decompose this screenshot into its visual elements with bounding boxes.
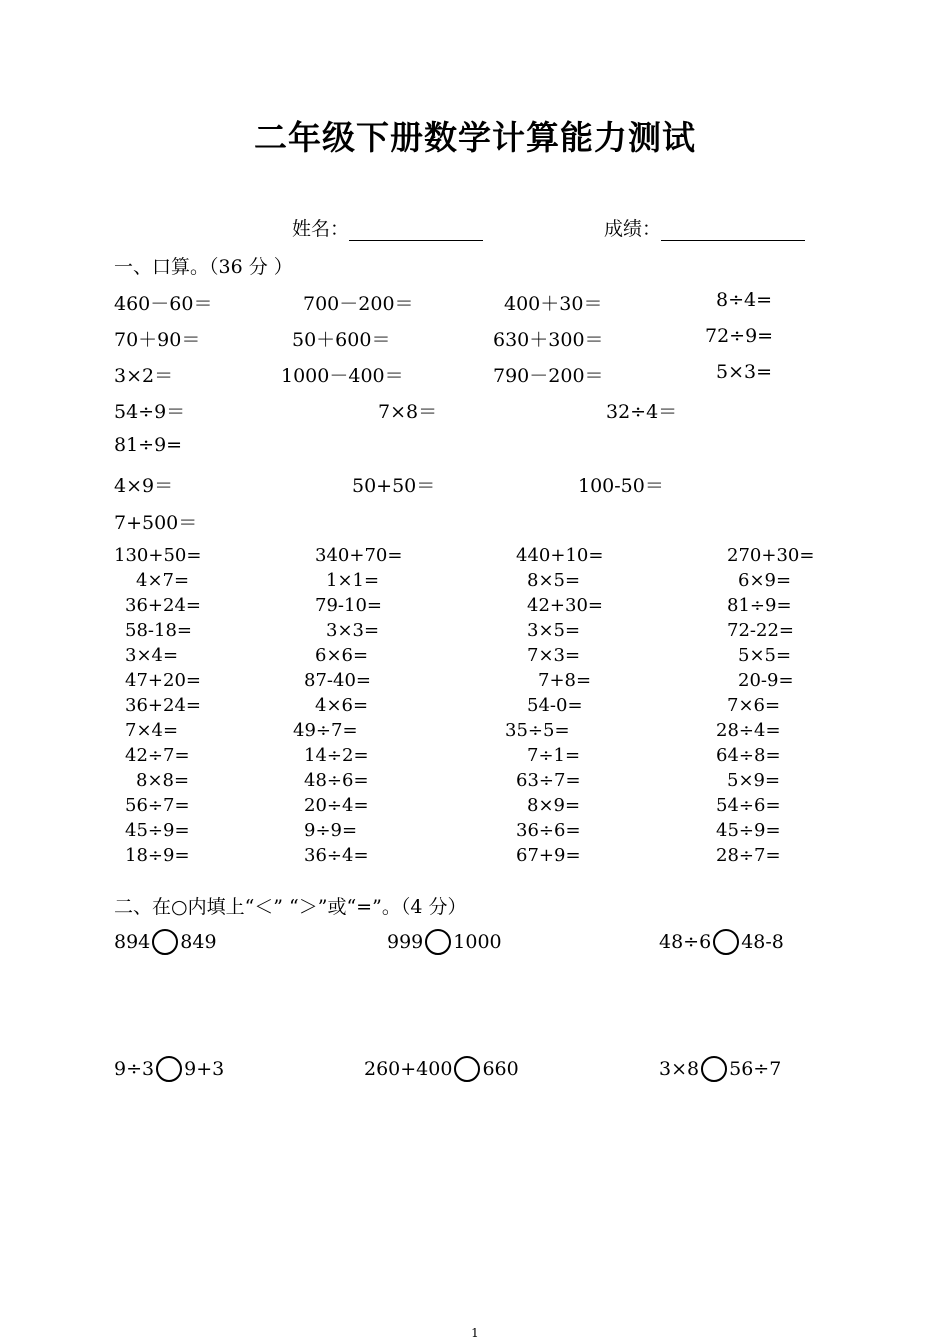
problem: 7+8= xyxy=(538,670,592,691)
problem: 20-9= xyxy=(738,670,794,691)
problem: 45÷9= xyxy=(716,820,781,841)
section1-heading: 一、口算。（36 分 ） xyxy=(114,256,293,278)
answer-circle[interactable] xyxy=(701,1056,727,1082)
problem: 79-10= xyxy=(315,595,382,616)
score-label: 成绩： xyxy=(604,218,662,240)
problem: 49÷7= xyxy=(293,720,358,741)
problem: 58-18= xyxy=(125,620,192,641)
problem: 6×6= xyxy=(315,645,369,666)
name-field[interactable] xyxy=(292,214,483,241)
answer-circle[interactable] xyxy=(454,1056,480,1082)
problem: 400＋30＝ xyxy=(504,293,603,315)
answer-circle[interactable] xyxy=(425,929,451,955)
problem: 7×4= xyxy=(125,720,179,741)
compare-item xyxy=(659,1056,781,1082)
problem: 14÷2= xyxy=(304,745,369,766)
problem: 5×5= xyxy=(738,645,792,666)
problem: 36+24= xyxy=(125,595,201,616)
compare-item xyxy=(387,929,502,955)
problem: 54÷6= xyxy=(716,795,781,816)
page-title: 二年级下册数学计算能力测试 xyxy=(254,118,696,157)
problem: 8×5= xyxy=(527,570,581,591)
problem: 87-40= xyxy=(304,670,371,691)
problem: 70＋90＝ xyxy=(114,329,201,351)
problem: 7×3= xyxy=(527,645,581,666)
compare-left: 260+400 xyxy=(364,1058,453,1080)
problem: 3×5= xyxy=(527,620,581,641)
problem: 18÷9= xyxy=(125,845,190,866)
problem: 42÷7= xyxy=(125,745,190,766)
compare-left: 9÷3 xyxy=(114,1058,155,1080)
compare-item xyxy=(659,929,784,955)
answer-circle[interactable] xyxy=(713,929,739,955)
problem: 56÷7= xyxy=(125,795,190,816)
problem: 700－200＝ xyxy=(303,293,414,315)
problem: 54-0= xyxy=(527,695,583,716)
problem: 9÷9= xyxy=(304,820,358,841)
problem: 790－200＝ xyxy=(493,365,604,387)
problem: 54÷9＝ xyxy=(114,401,186,423)
compare-item xyxy=(114,929,217,955)
answer-circle[interactable] xyxy=(152,929,178,955)
problem: 50+50＝ xyxy=(352,475,436,497)
problem: 36÷6= xyxy=(516,820,581,841)
compare-right: 48-8 xyxy=(741,931,784,953)
problem: 45÷9= xyxy=(125,820,190,841)
problem: 4×9＝ xyxy=(114,475,174,497)
problem: 440+10= xyxy=(516,545,604,566)
problem: 7÷1= xyxy=(527,745,581,766)
problem: 8×9= xyxy=(527,795,581,816)
problem: 35÷5= xyxy=(505,720,570,741)
problem: 67+9= xyxy=(516,845,581,866)
compare-right: 1000 xyxy=(453,931,502,953)
problem: 7+500＝ xyxy=(114,512,198,534)
compare-right: 9+3 xyxy=(184,1058,225,1080)
problem: 7×8＝ xyxy=(378,401,438,423)
problem: 270+30= xyxy=(727,545,815,566)
problem: 460－60＝ xyxy=(114,293,213,315)
problem: 4×6= xyxy=(315,695,369,716)
problem: 3×4= xyxy=(125,645,179,666)
problem: 630＋300＝ xyxy=(493,329,604,351)
problem: 1000－400＝ xyxy=(281,365,404,387)
problem: 72-22= xyxy=(727,620,794,641)
problem: 100-50＝ xyxy=(578,475,664,497)
problem: 4×7= xyxy=(136,570,190,591)
compare-item xyxy=(364,1056,519,1082)
answer-circle[interactable] xyxy=(156,1056,182,1082)
compare-item xyxy=(114,1056,224,1082)
problem: 28÷4= xyxy=(716,720,781,741)
compare-right: 660 xyxy=(482,1058,519,1080)
problem: 3×2＝ xyxy=(114,365,174,387)
problem: 8÷4= xyxy=(716,289,773,311)
compare-left: 999 xyxy=(387,931,424,953)
compare-left: 894 xyxy=(114,931,151,953)
problem: 340+70= xyxy=(315,545,403,566)
problem: 8×8= xyxy=(136,770,190,791)
problem: 32÷4＝ xyxy=(606,401,678,423)
compare-right: 849 xyxy=(180,931,217,953)
score-field[interactable] xyxy=(604,214,805,241)
problem: 28÷7= xyxy=(716,845,781,866)
section2-heading: 二、在○内填上“＜” “＞”或“=”。（4 分） xyxy=(114,896,467,918)
problem: 81÷9= xyxy=(727,595,792,616)
problem: 6×9= xyxy=(738,570,792,591)
problem: 81÷9= xyxy=(114,434,183,456)
problem: 42+30= xyxy=(527,595,603,616)
problem: 7×6= xyxy=(727,695,781,716)
page-number: 1 xyxy=(471,1326,479,1340)
problem: 47+20= xyxy=(125,670,201,691)
problem: 5×3= xyxy=(716,361,773,383)
compare-left: 3×8 xyxy=(659,1058,700,1080)
problem: 64÷8= xyxy=(716,745,781,766)
problem: 3×3= xyxy=(326,620,380,641)
name-blank[interactable] xyxy=(349,218,483,241)
problem: 5×9= xyxy=(727,770,781,791)
problem: 63÷7= xyxy=(516,770,581,791)
problem: 1×1= xyxy=(326,570,380,591)
problem: 72÷9= xyxy=(705,325,774,347)
problem: 50＋600＝ xyxy=(292,329,391,351)
compare-right: 56÷7 xyxy=(729,1058,782,1080)
problem: 48÷6= xyxy=(304,770,369,791)
score-blank[interactable] xyxy=(661,218,805,241)
problem: 36÷4= xyxy=(304,845,369,866)
problem: 130+50= xyxy=(114,545,202,566)
compare-left: 48÷6 xyxy=(659,931,712,953)
problem: 20÷4= xyxy=(304,795,369,816)
problem: 36+24= xyxy=(125,695,201,716)
name-label: 姓名： xyxy=(292,218,350,240)
